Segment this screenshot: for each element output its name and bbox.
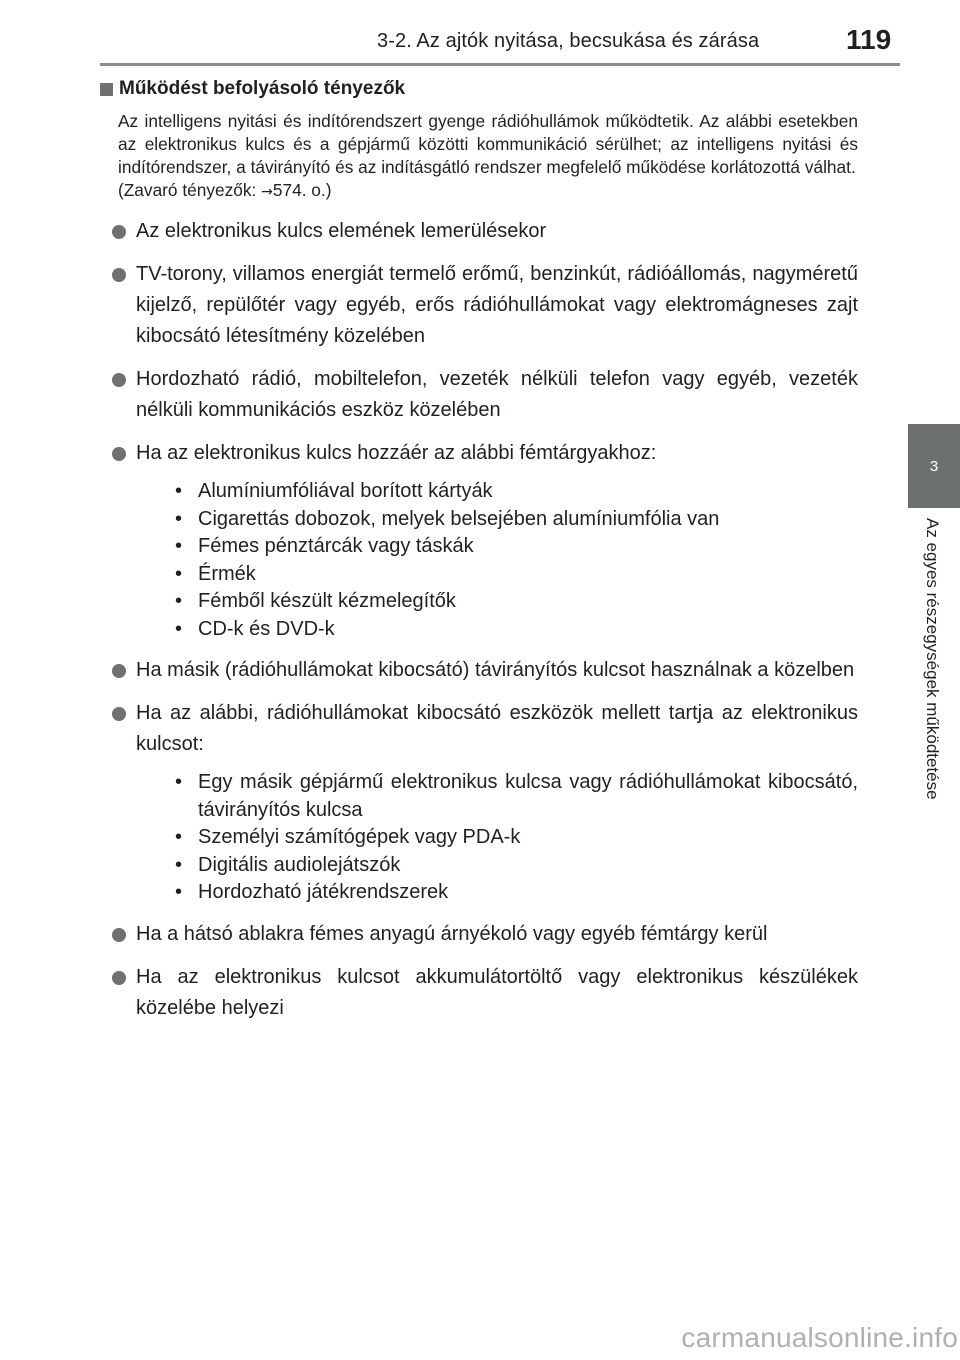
list-item (96, 698, 858, 907)
sub-list-item: • Cigarettás dobozok, melyek belsejében alumíniumfólia van (136, 506, 858, 534)
page-content (96, 78, 858, 1024)
reference-prefix: (Zavaró tényezők: (118, 180, 262, 200)
sub-list-item: • CD-k és DVD-k (136, 616, 858, 644)
intro-paragraph: Az intelligens nyitási és indítórendszert gyenge rádióhullámok működtetik. Az alábbi esetekben az elektronikus kulcs és a gépjármű közötti kommunikáció sérülhet; az intelligens nyitási és indítórendszer, a távirányító és az indításgátló rendszer megfelelő működése korlátozottá válhat. (118, 111, 858, 177)
section-heading (96, 78, 858, 100)
bullet-list (96, 216, 858, 1024)
list-item (96, 919, 858, 950)
sub-list-item: • Alumíniumfóliával borított kártyák (136, 478, 858, 506)
watermark: carmanualsonline.info (681, 1322, 958, 1353)
circle-bullet-icon (112, 928, 126, 942)
chapter-side-label (908, 508, 960, 866)
circle-bullet-icon (112, 664, 126, 678)
list-item (96, 438, 858, 643)
circle-bullet-icon (112, 268, 126, 282)
list-item-text: Ha a hátsó ablakra fémes anyagú árnyékoló vagy egyéb fémtárgy kerül (136, 922, 768, 945)
section-intro (118, 110, 858, 204)
section-heading-text: Működést befolyásoló tényezők (119, 78, 406, 99)
list-item-text: Ha az elektronikus kulcs hozzáér az alábbi fémtárgyakhoz: (136, 442, 657, 464)
sub-list-item: • Egy másik gépjármű elektronikus kulcsa vagy rádióhullámokat kibocsátó, távirányítós kulcsa (136, 769, 858, 824)
list-item-text: TV-torony, villamos energiát termelő erőmű, benzinkút, rádióállomás, nagyméretű kijelző, repülőtér vagy egyéb, erős rádióhullámokat vagy elektromágneses zajt kibocsátó létesítmény közelében (136, 263, 858, 347)
chapter-tab-number: 3 (929, 457, 939, 475)
header-divider (100, 63, 900, 66)
sub-list-item: • Fémből készült kézmelegítők (136, 588, 858, 616)
list-item (96, 259, 858, 352)
list-item-text: Ha az alábbi, rádióhullámokat kibocsátó eszközök mellett tartja az elektronikus kulcsot: (136, 702, 858, 755)
list-item (96, 216, 858, 247)
reference-page: 574. o.) (272, 180, 332, 200)
sub-list-item: • Hordozható játékrendszerek (136, 879, 858, 907)
circle-bullet-icon (112, 447, 126, 461)
list-item (96, 364, 858, 426)
sub-list-item: • Érmék (136, 561, 858, 589)
list-item-text: Hordozható rádió, mobiltelefon, vezeték nélküli telefon vagy egyéb, vezeték nélküli kommunikációs eszköz közelében (136, 368, 858, 421)
circle-bullet-icon (112, 971, 126, 985)
sub-list-item: • Személyi számítógépek vagy PDA-k (136, 824, 858, 852)
chapter-heading: 3-2. Az ajtók nyitása, becsukása és zárása (377, 30, 760, 52)
sub-list (136, 769, 858, 907)
chapter-tab (908, 424, 960, 508)
list-item-text: Ha másik (rádióhullámokat kibocsátó) távirányítós kulcsot használnak a közelben (136, 659, 855, 681)
square-bullet-icon (100, 83, 113, 96)
sub-list (136, 478, 858, 643)
circle-bullet-icon (112, 707, 126, 721)
list-item (96, 655, 858, 686)
list-item (96, 962, 858, 1024)
page-number: 119 (846, 24, 892, 55)
arrow-right-icon: → (261, 184, 273, 200)
sub-list-item: • Digitális audiolejátszók (136, 852, 858, 880)
list-item-text: Ha az elektronikus kulcsot akkumulátortöltő vagy elektronikus készülékek közelébe helyezi (136, 965, 858, 1019)
chapter-side-label-text: Az egyes részegységek működtetése (923, 518, 942, 800)
sub-list-item: • Fémes pénztárcák vagy táskák (136, 533, 858, 561)
circle-bullet-icon (112, 225, 126, 239)
reference-line (118, 179, 858, 204)
circle-bullet-icon (112, 373, 126, 387)
list-item-text: Az elektronikus kulcs elemének lemerülésekor (136, 220, 547, 242)
